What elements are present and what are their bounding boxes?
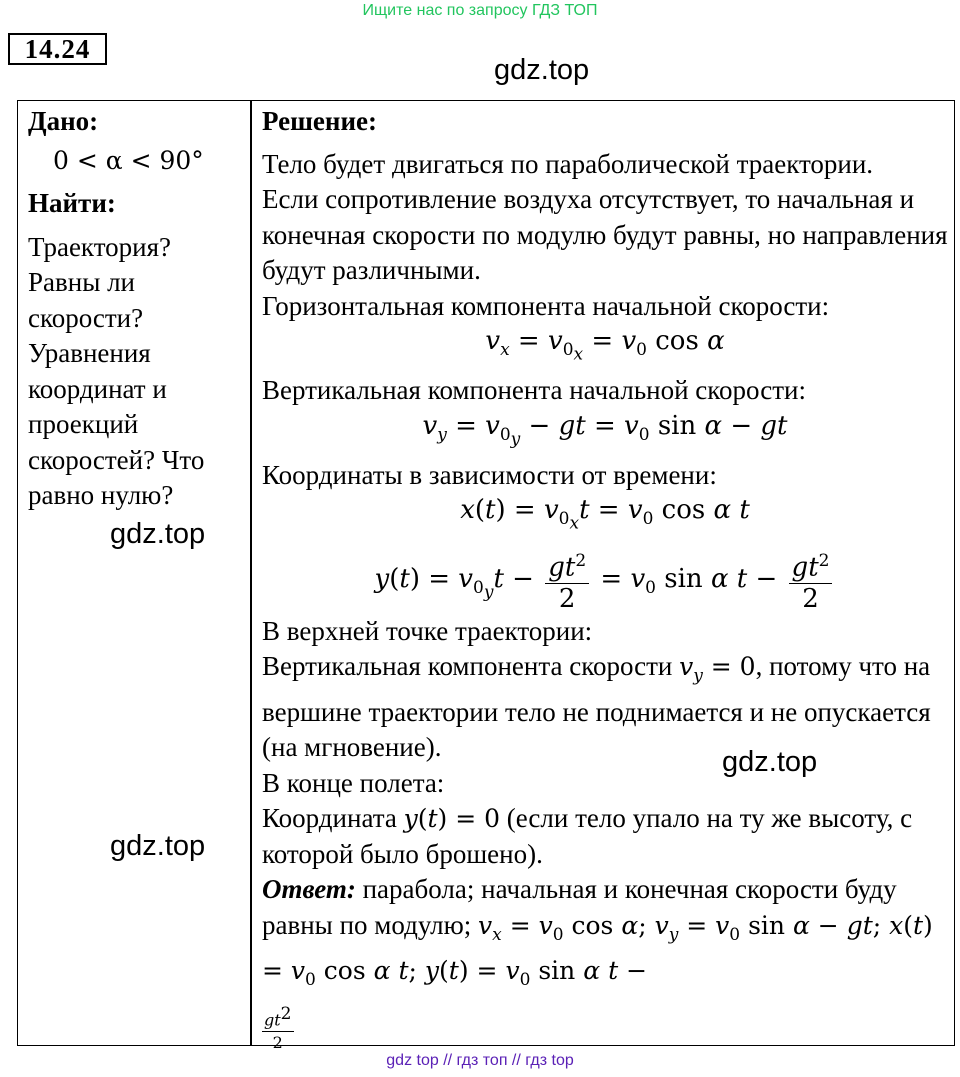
equation-vy: $v_y = v_{0_y}$ − gt = $v_0$ sin α − gt bbox=[422, 410, 788, 450]
paragraph: В верхней точке траектории: bbox=[262, 615, 593, 646]
answer-text: парабола; начальная и конечная скорости буду равны по модулю; bbox=[262, 874, 897, 940]
watermark: gdz.top bbox=[110, 518, 206, 550]
task-number: 14.24 bbox=[8, 33, 107, 65]
equation-yt: $y(t) = v_{0_y}t$ − $\frac{gt^2}{2}$ = $v_0$ sin α t − $\frac{gt^2}{2}$ bbox=[262, 546, 948, 614]
find-item: Равны ли скорости? bbox=[28, 267, 144, 333]
answer-fraction: $\frac{gt^2}{2}$ bbox=[264, 1003, 292, 1052]
column-divider bbox=[250, 100, 252, 1046]
footer-links[interactable]: gdz top // гдз топ // гдз top bbox=[386, 1052, 574, 1069]
paragraph: Горизонтальная компонента начальной скорости: bbox=[262, 290, 830, 321]
equation-xt: $x(t) = v_{0_x}t = v_0$ cos α t bbox=[460, 495, 750, 534]
top-banner[interactable]: Ищите нас по запросу ГДЗ ТОП bbox=[362, 2, 598, 19]
given-title: Дано: bbox=[28, 106, 99, 136]
paragraph: Вертикальная компонента начальной скорости: bbox=[262, 375, 806, 406]
paragraph: В конце полета: bbox=[262, 767, 445, 798]
watermark: gdz.top bbox=[110, 830, 206, 862]
find-item: Уравнения координат и проекций скоростей? Что равно нулю? bbox=[28, 338, 205, 510]
find-item: Траектория? bbox=[28, 231, 171, 262]
text-fragment: , потому что на вершине траектории тело не поднимается и не опускается (на мгновение). bbox=[262, 651, 931, 763]
equation-vx: $v_x = v_{0_x} = v_0$ cos α bbox=[485, 326, 725, 365]
watermark: gdz.top bbox=[494, 54, 590, 86]
watermark: gdz.top bbox=[722, 746, 818, 778]
given-value: 0 < α < 90° bbox=[53, 145, 204, 175]
paragraph: Координаты в зависимости от времени: bbox=[262, 459, 717, 490]
answer: Ответ: парабола; начальная и конечная скорости буду равны по модулю; $v_x = v_0$ cos α; $v_y = v_0$ sin α − gt; $x(t) = v_0$ cos α t; $y(t) = v_0$ sin α t − bbox=[262, 874, 933, 991]
paragraph: Если сопротивление воздуха отсутствует, то начальная и конечная скорости по модулю будут равны, но направления будут различными. bbox=[262, 184, 948, 285]
text-fragment: Координата bbox=[262, 803, 397, 834]
find-title: Найти: bbox=[28, 188, 116, 218]
solution-title: Решение: bbox=[262, 106, 377, 136]
text-fragment: Вертикальная компонента скорости bbox=[262, 651, 673, 682]
paragraph: Координата y(t) = 0 (если тело упало на ту же высоту, с которой было брошено). bbox=[262, 803, 913, 869]
answer-label: Ответ: bbox=[262, 874, 356, 905]
given-column bbox=[28, 104, 248, 514]
solution-column bbox=[262, 104, 948, 1054]
paragraph: Тело будет двигаться по параболической траектории. bbox=[262, 148, 874, 179]
text-fragment: (если тело упало на ту же высоту, с которой было брошено). bbox=[262, 803, 913, 869]
paragraph: Вертикальная компонента скорости $v_y = 0$, потому что на вершине траектории тело не поднимается и не опускается (на мгновение). bbox=[262, 651, 931, 763]
